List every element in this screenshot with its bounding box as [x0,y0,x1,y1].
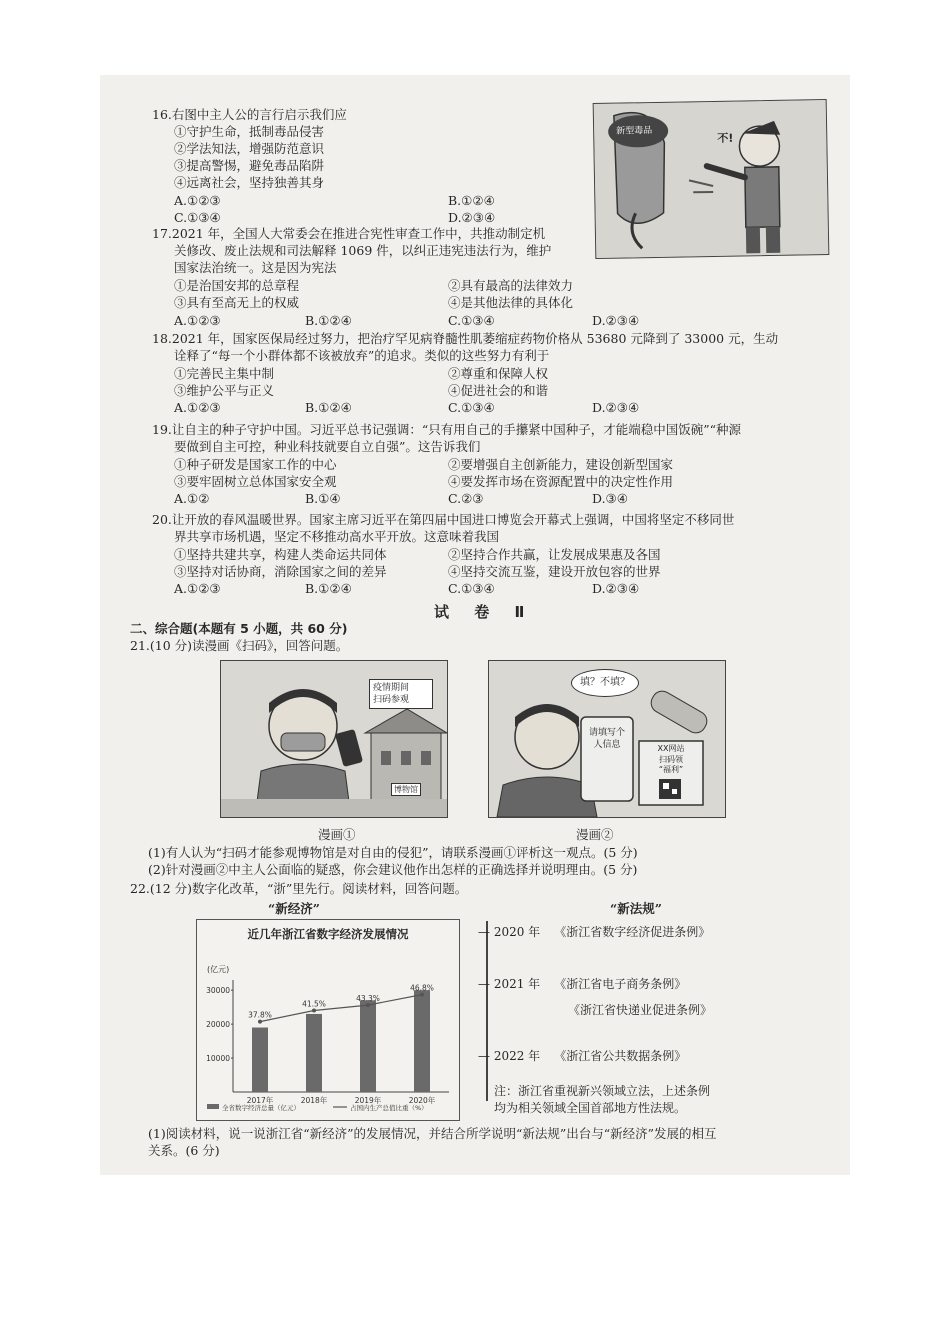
phone-prompt: 请填写个 人信息 [588,728,625,750]
timeline-tick: — [478,977,494,991]
q21-cartoon-2 [488,660,726,818]
y-tick-label: 20000 [206,1020,230,1030]
q16-stem: 16.右图中主人公的言行启示我们应 [152,107,347,122]
timeline-law: 《浙江省快递业促进条例》 [568,1003,713,1017]
timeline-item [478,923,710,940]
timeline-law: 《浙江省电子商务条例》 [554,977,687,991]
q16-answer-b: B.①②④ [448,193,495,208]
digital-economy-chart [196,919,460,1121]
y-tick-label: 30000 [206,986,230,996]
q17-option-3: ③具有至高无上的权威 [174,295,300,310]
q19-answer-a: A.①② [174,491,210,506]
timeline-year: 2020 年 [493,925,541,939]
bar-2018年 [306,1014,322,1092]
q18-option-1: ①完善民主集中制 [174,366,275,381]
q18-line-1: 18.2021 年，国家医保局经过努力，把治疗罕见病脊髓性肌萎缩症药物价格从 53680 元降到了 33000 元，生动 [152,331,779,346]
q18-answer-d: D.②③④ [592,400,640,415]
x-tick-label: 2017年 [246,1096,274,1105]
q19-line-2: 要做到自主可控，种业科技就要自立自强”。这告诉我们 [174,439,481,454]
share-label: 46.8% [410,983,434,993]
bar-2017年 [252,1028,268,1092]
q16-option-2: ②学法知法，增强防范意识 [174,141,325,156]
q16-option-3: ③提高警惕，避免毒品陷阱 [174,158,325,173]
website-title: XX网站 [657,744,685,753]
q16-option-4: ④远离社会，坚持独善其身 [174,175,325,190]
timeline-item [478,1047,686,1064]
q18-option-4: ④促进社会的和谐 [448,383,549,398]
q18-answer-b: B.①②④ [305,400,352,415]
timeline-tick: — [478,925,494,939]
q17-answer-c: C.①③④ [448,313,495,328]
q20-answer-c: C.①③④ [448,581,495,596]
q16-cartoon [593,99,830,259]
q19-option-4: ④要发挥市场在资源配置中的决定性作用 [448,474,674,489]
q19-option-1: ①种子研发是国家工作的中心 [174,457,337,472]
cartoon-1-caption: 漫画① [318,827,356,842]
share-point [366,1003,370,1007]
x-tick-label: 2020年 [408,1096,436,1105]
q21-stem: 21.(10 分)读漫画《扫码》，回答问题。 [130,638,349,653]
q21-sub-2: (2)针对漫画②中主人公面临的疑惑，你会建议他作出怎样的正确选择并说明理由。(5 分) [148,862,638,877]
cartoon-2-caption: 漫画② [576,827,614,842]
q17-line-1: 17.2021 年，全国人大常委会在推进合宪性审查工作中，共推动制定机 [152,226,546,241]
timeline-item [478,975,686,992]
q16-answer-d: D.②③④ [448,210,496,225]
x-tick-label: 2018年 [300,1096,328,1105]
timeline-law: 《浙江省数字经济促进条例》 [554,925,711,939]
share-point [258,1020,262,1024]
legend-bar-swatch [207,1104,219,1109]
museum-sign: 疫情期间 扫码参观 [369,679,433,709]
timeline-note-1: 注：浙江省重视新兴领域立法，上述条例 [494,1084,711,1098]
q20-option-4: ④坚持交流互鉴，建设开放包容的世界 [448,564,661,579]
drug-bag-label: 新型毒品 [616,126,653,137]
y-axis-label: (亿元) [207,965,230,974]
q17-option-4: ④是其他法律的具体化 [448,295,574,310]
q19-option-3: ③要牢固树立总体国家安全观 [174,474,337,489]
q18-option-2: ②尊重和保障人权 [448,366,549,381]
q22-stem: 22.(12 分)数字化改革，“浙”里先行。阅读材料，回答问题。 [130,881,468,896]
share-point [420,993,424,997]
q17-answer-b: B.①②④ [305,313,352,328]
q20-option-1: ①坚持共建共享，构建人类命运共同体 [174,547,387,562]
chart-title: 近几年浙江省数字经济发展情况 [247,927,409,941]
q19-answer-c: C.②③ [448,491,484,506]
q19-line-1: 19.让自主的种子守护中国。习近平总书记强调：“只有用自己的手攥紧中国种子，才能端稳中国饭碗”“种源 [152,422,742,437]
exam-paper [100,75,850,1175]
share-label: 41.5% [302,999,326,1009]
legend-line-label: 占国内生产总值比重（%） [350,1104,428,1112]
x-tick-label: 2019年 [354,1096,382,1105]
timeline-note-2: 均为相关领域全国首部地方性法规。 [494,1101,687,1115]
q19-answer-b: B.①④ [305,491,341,506]
share-label: 43.3% [356,994,380,1004]
q21-cartoon-1 [220,660,448,818]
chart-canvas [197,920,459,1120]
part-two-title: 试 卷 Ⅱ [434,603,535,621]
timeline-year: 2022 年 [493,1049,541,1063]
new-regulation-header: “新法规” [610,901,662,916]
bar-2020年 [414,990,430,1092]
q17-line-3: 国家法治统一。这是因为宪法 [174,260,337,275]
q21-sub-1: (1)有人认为“扫码才能参观博物馆是对自由的侵犯”，请联系漫画①评析这一观点。(5 分) [148,845,638,860]
speech-text: 不! [717,131,734,145]
y-tick-label: 10000 [206,1054,230,1064]
q19-answer-d: D.③④ [592,491,628,506]
q20-answer-b: B.①②④ [305,581,352,596]
timeline-tick: — [478,1049,494,1063]
q18-option-3: ③维护公平与正义 [174,383,275,398]
q22-sub-1-line-2: 关系。(6 分) [148,1143,220,1158]
q17-option-2: ②具有最高的法律效力 [448,278,574,293]
legend-bar-label: 全省数字经济总量（亿元） [222,1104,300,1112]
q20-option-2: ②坚持合作共赢，让发展成果惠及各国 [448,547,661,562]
q18-line-2: 诠释了“每一个小群体都不该被放弃”的追求。类似的这些努力有利于 [174,348,550,363]
q19-option-2: ②要增强自主创新能力，建设创新型国家 [448,457,674,472]
q16-option-1: ①守护生命，抵制毒品侵害 [174,124,325,139]
q20-line-1: 20.让开放的春风温暖世界。国家主席习近平在第四届中国进口博览会开幕式上强调，中国将坚定不移同世 [152,512,735,527]
q20-answer-a: A.①②③ [174,581,221,596]
timeline-year: 2021 年 [493,977,541,991]
timeline-item [568,1001,712,1018]
q16-answer-c: C.①③④ [174,210,221,225]
q17-answer-a: A.①②③ [174,313,221,328]
share-point [312,1009,316,1013]
section-two-heading: 二、综合题(本题有 5 小题，共 60 分) [130,621,348,636]
q17-option-1: ①是治国安邦的总章程 [174,278,300,293]
share-label: 37.8% [248,1010,272,1020]
q20-line-2: 界共享市场机遇，坚定不移推动高水平开放。这意味着我国 [174,529,500,544]
bar-2019年 [360,1000,376,1092]
share-line [260,995,422,1022]
q18-answer-c: C.①③④ [448,400,495,415]
new-economy-header: “新经济” [268,901,320,916]
q16-answer-a: A.①②③ [174,193,221,208]
timeline-line [486,921,488,1101]
timeline-law: 《浙江省公共数据条例》 [554,1049,687,1063]
q17-line-2: 关修改、废止法规和司法解释 1069 件，以纠正违宪违法行为，维护 [174,243,552,258]
thought-bubble: 填？不填？ [571,669,639,697]
q20-option-3: ③坚持对话协商，消除国家之间的差异 [174,564,387,579]
q22-sub-1-line-1: (1)阅读材料，说一说浙江省“新经济”的发展情况，并结合所学说明“新法规”出台与“新经济”发展的相互 [148,1126,717,1141]
q18-answer-a: A.①②③ [174,400,221,415]
q17-answer-d: D.②③④ [592,313,640,328]
q20-answer-d: D.②③④ [592,581,640,596]
website-offer: 扫码领 “福利” [658,755,684,774]
museum-plate: 博物馆 [391,783,421,796]
